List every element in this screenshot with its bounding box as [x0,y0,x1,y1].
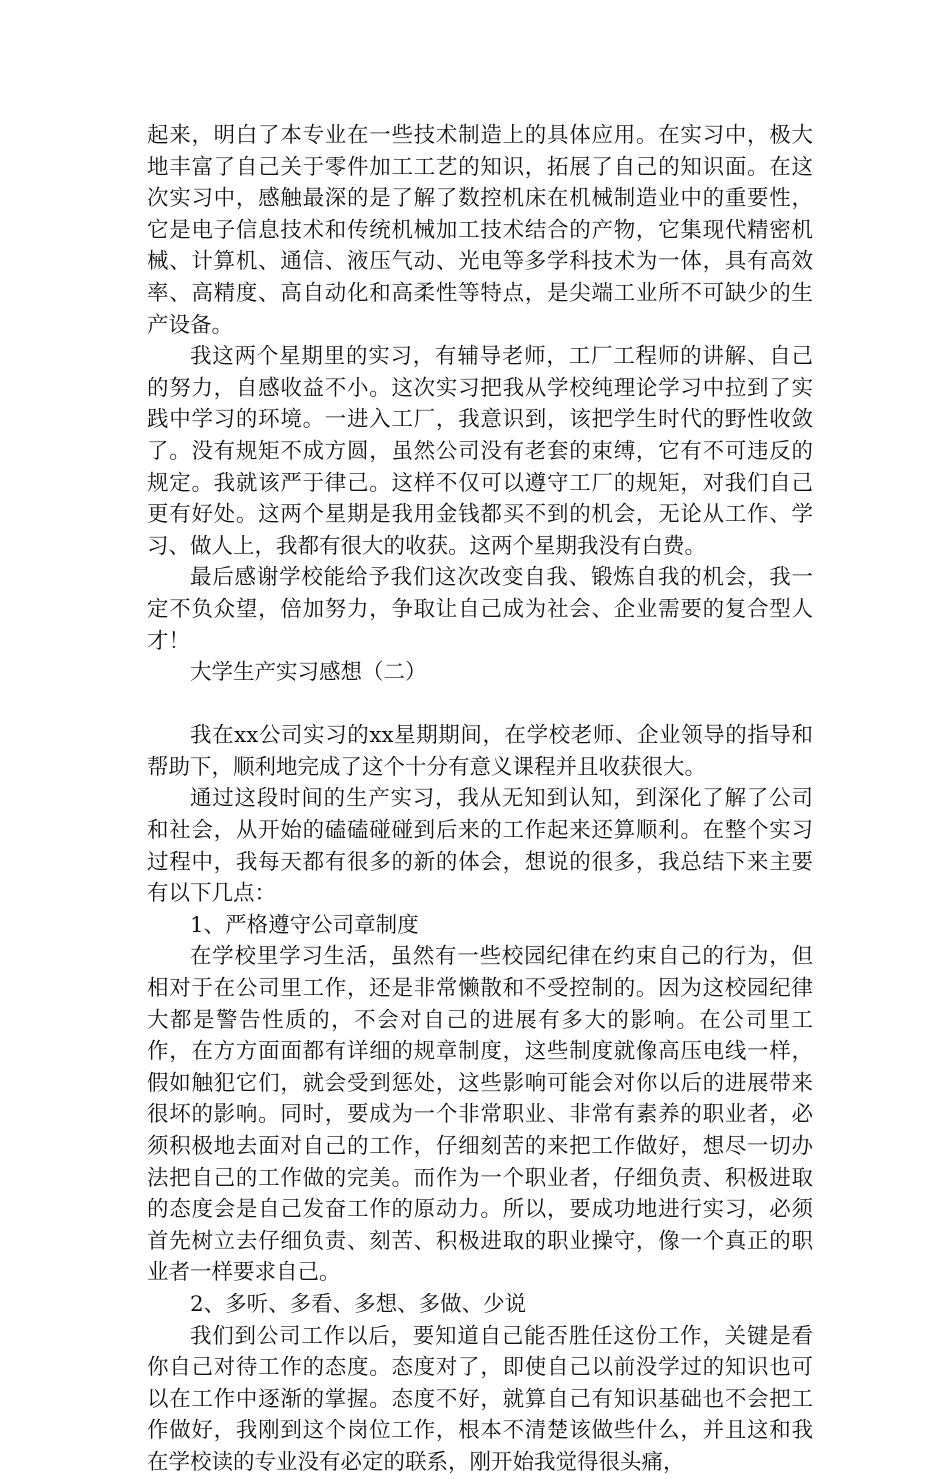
paragraph-4: 我在xx公司实习的xx星期期间，在学校老师、企业领导的指导和帮助下，顺利地完成了这个十分有意义课程并且收获很大。 [147,723,813,780]
paragraph-1: 起来，明白了本专业在一些技术制造上的具体应用。在实习中，极大地丰富了自己关于零件加工工艺的知识，拓展了自己的知识面。在这次实习中，感触最深的是了解了数控机床在机械制造业中的重要性，它是电子信息技术和传统机械加工技术结合的产物，它集现代精密机械、计算机、通信、液压气动、光电等多学科技术为一体，具有高效率、高精度、高自动化和高柔性等特点，是尖端工业所不可缺少的生产设备。 [147,123,813,338]
paragraph-3: 最后感谢学校能给予我们这次改变自我、锻炼自我的机会，我一定不负众望，倍加努力，争取让自己成为社会、企业需要的复合型人才！ [147,565,813,654]
blank-line [147,689,813,721]
point-heading-1: 1、严格遵守公司章制度 [190,912,419,938]
paragraph-5: 通过这段时间的生产实习，我从无知到认知，到深化了解了公司和社会，从开始的磕磕碰碰到后来的工作起来还算顺利。在整个实习过程中，我每天都有很多的新的体会，想说的很多，我总结下来主要有以下几点： [147,786,813,907]
point-heading-2: 2、多听、多看、多想、多做、少说 [190,1291,527,1317]
paragraph-2: 我这两个星期里的实习，有辅导老师，工厂工程师的讲解、自己的努力，自感收益不小。这次实习把我从学校纯理论学习中拉到了实践中学习的环境。一进入工厂，我意识到，该把学生时代的野性收敛了。没有规矩不成方圆，虽然公司没有老套的束缚，它有不可违反的规定。我就该严于律己。这样不仅可以遵守工厂的规矩，对我们自己更有好处。这两个星期是我用金钱都买不到的机会，无论从工作、学习、做人上，我都有很大的收获。这两个星期我没有白费。 [147,344,813,559]
section-heading: 大学生产实习感想（二） [190,660,427,686]
paragraph-6: 在学校里学习生活，虽然有一些校园纪律在约束自己的行为，但相对于在公司里工作，还是非常懒散和不受控制的。因为这校园纪律大都是警告性质的，不会对自己的进展有多大的影响。在公司里工作，在方方面面都有详细的规章制度，这些制度就像高压电线一样，假如触犯它们，就会受到惩处，这些影响可能会对你以后的进展带来很坏的影响。同时，要成为一个非常职业、非常有素养的职业者，必须积极地去面对自己的工作，仔细刻苦的来把工作做好，想尽一切办法把自己的工作做的完美。而作为一个职业者，仔细负责、积极进取的态度会是自己发奋工作的原动力。所以，要成功地进行实习，必须首先树立去仔细负责、刻苦、积极进取的职业操守，像一个真正的职业者一样要求自己。 [147,944,813,1286]
document-page [147,120,813,1479]
paragraph-7: 我们到公司工作以后，要知道自己能否胜任这份工作，关键是看你自己对待工作的态度。态度对了，即使自己以前没学过的知识也可以在工作中逐渐的掌握。态度不好，就算自己有知识基础也不会把工作做好，我刚到这个岗位工作，根本不清楚该做些什么，并且这和我在学校读的专业没有必定的联系，刚开始我觉得很头痛， [147,1323,813,1475]
